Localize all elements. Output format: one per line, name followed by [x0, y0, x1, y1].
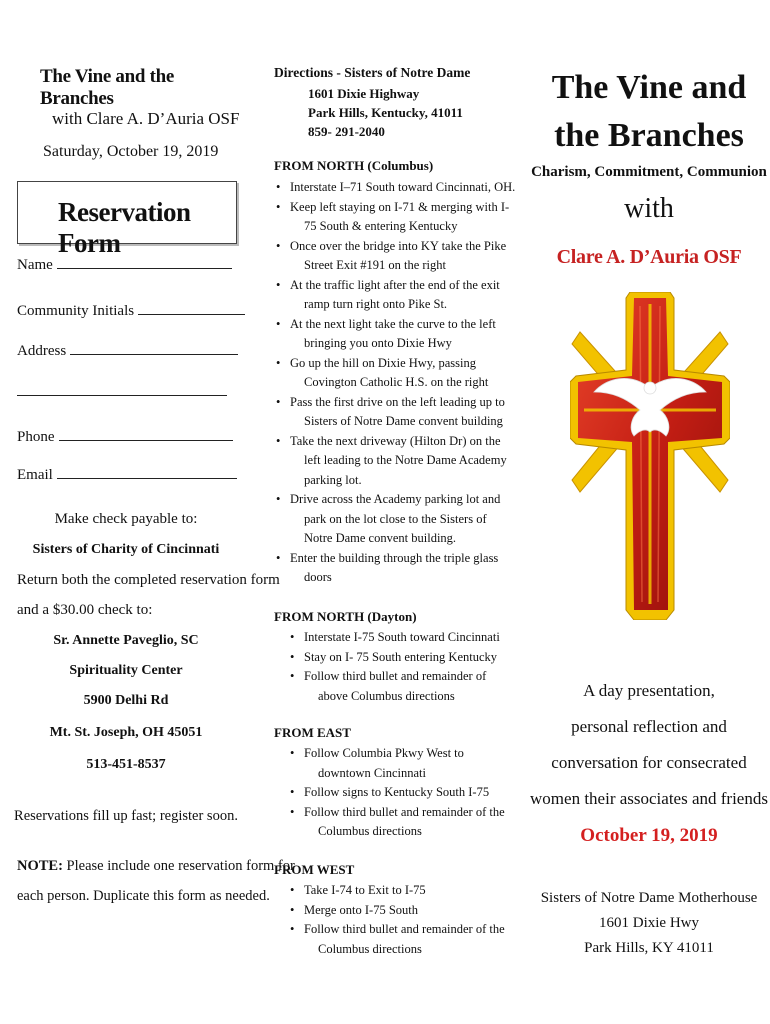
event-description-line: personal reflection and	[571, 717, 727, 736]
direction-step	[290, 881, 516, 901]
direction-step-text: Street Exit #191 on the right	[304, 258, 446, 272]
direction-step-text: Follow Columbia Pkwy West to	[304, 746, 464, 760]
direction-step-text: Once over the bridge into KY take the Pike	[290, 238, 507, 253]
direction-step-text: doors	[304, 570, 332, 584]
reservation-form-header-box	[17, 181, 237, 258]
direction-step	[276, 237, 516, 276]
direction-step-text: Enter the building through the triple glass	[290, 550, 499, 565]
event-description	[528, 673, 770, 817]
payee-name: Sisters of Charity of Cincinnati	[32, 542, 220, 557]
left-date-line: Saturday, October 19, 2019	[43, 143, 219, 160]
section-heading-north-columbus: FROM NORTH (Columbus)	[274, 158, 434, 173]
direction-step-text: Follow signs to Kentucky South I-75	[304, 785, 490, 799]
email-blank-line[interactable]	[57, 466, 237, 479]
directions-address-phone: 859- 291-2040	[308, 124, 385, 139]
note-line-2: each person. Duplicate this form as needed.	[17, 888, 270, 904]
direction-step	[276, 178, 516, 198]
phone-field[interactable]	[17, 428, 233, 446]
address-label: Address	[17, 343, 67, 359]
address-second-blank-line[interactable]	[17, 395, 227, 396]
address-blank-line[interactable]	[70, 342, 238, 355]
check-payable-text: Make check payable to:	[54, 511, 198, 527]
return-instructions-line-1: Return both the completed reservation form	[17, 572, 280, 588]
direction-step-text: Stay on I- 75 South entering Kentucky	[304, 649, 498, 664]
direction-step-text: bringing you onto Dixie Hwy	[304, 336, 452, 350]
direction-step	[290, 648, 516, 668]
section-heading-north-dayton: FROM NORTH (Dayton)	[274, 609, 417, 624]
note-label: NOTE:	[17, 858, 63, 874]
name-blank-line[interactable]	[57, 256, 232, 269]
event-location-line: Park Hills, KY 41011	[584, 940, 714, 956]
direction-step	[276, 393, 516, 432]
direction-step	[276, 315, 516, 354]
event-location	[528, 886, 770, 961]
phone-blank-line[interactable]	[59, 428, 233, 441]
direction-step	[290, 803, 516, 842]
mail-to-line: 5900 Delhi Rd	[83, 693, 169, 708]
direction-step-text: Notre Dame convent building.	[304, 531, 457, 545]
direction-step-text: Drive across the Academy parking lot and	[290, 492, 501, 506]
direction-step-text: Take I-74 to Exit to I-75	[304, 883, 426, 897]
direction-step	[290, 744, 516, 783]
direction-step-text: Sisters of Notre Dame convent building	[304, 414, 503, 428]
direction-step-text: Go up the hill on Dixie Hwy, passing	[290, 355, 476, 370]
direction-step	[290, 901, 516, 921]
mail-to-phone: 513-451-8537	[86, 757, 166, 772]
left-presenter-line: with Clare A. D’Auria OSF	[52, 109, 240, 128]
cover-subtitle: Charism, Commitment, Communion	[531, 164, 767, 180]
cover-title-line-1: The Vine and	[551, 69, 747, 106]
direction-step-text: Follow third bullet and remainder of the	[304, 922, 505, 936]
cover-presenter: Clare A. D’Auria OSF	[556, 246, 742, 268]
phone-label: Phone	[17, 429, 55, 445]
event-location-line: 1601 Dixie Hwy	[599, 915, 699, 931]
community-initials-label: Community Initials	[17, 303, 135, 319]
direction-step	[276, 549, 516, 588]
direction-step-text: Take the next driveway (Hilton Dr) on the	[290, 433, 501, 448]
direction-step	[290, 628, 516, 648]
name-field[interactable]	[17, 256, 232, 274]
direction-step-text: Columbus directions	[318, 824, 422, 838]
reservation-form-title: Reservation Form	[58, 197, 191, 258]
direction-step-text: left leading to the Notre Dame Academy	[304, 453, 507, 467]
directions-panel	[258, 0, 520, 1024]
direction-step	[276, 354, 516, 393]
mail-to-line: Spirituality Center	[69, 663, 183, 678]
register-soon-text: Reservations fill up fast; register soon.	[14, 808, 238, 824]
direction-step-text: Interstate I-75 South toward Cincinnati	[304, 630, 500, 644]
direction-step-text: Interstate I–71 South toward Cincinnati, OH.	[290, 180, 516, 194]
event-description-line: conversation for consecrated	[551, 753, 747, 772]
email-field[interactable]	[17, 466, 237, 484]
direction-step-text: Follow third bullet and remainder of the	[304, 804, 505, 819]
directions-address-city: Park Hills, Kentucky, 41011	[308, 105, 463, 120]
event-description-line: women their associates and friends	[530, 789, 768, 808]
direction-step-text: ramp turn right onto Pike St.	[304, 297, 448, 311]
cross-dove-graphic	[570, 292, 730, 620]
direction-step	[290, 920, 516, 959]
section-heading-west: FROM WEST	[274, 862, 355, 877]
direction-step-text: Covington Catholic H.S. on the right	[304, 375, 489, 389]
event-description-line: A day presentation,	[583, 681, 715, 700]
left-event-title: The Vine and the Branches	[40, 66, 175, 109]
direction-step	[276, 276, 516, 315]
direction-step-text: parking lot.	[304, 472, 362, 487]
direction-step-text: downtown Cincinnati	[318, 765, 426, 780]
directions-list-west	[290, 881, 516, 959]
address-field[interactable]	[17, 342, 238, 360]
cover-title-line-2: the Branches	[554, 117, 744, 154]
direction-step	[276, 432, 516, 491]
direction-step-text: Columbus directions	[318, 941, 422, 956]
direction-step-text: above Columbus directions	[318, 688, 455, 703]
direction-step-text: park on the lot close to the Sisters of	[304, 511, 487, 526]
return-instructions-line-2: and a $30.00 check to:	[17, 602, 153, 618]
cover-with: with	[624, 193, 674, 224]
direction-step-text: Pass the first drive on the left leading up to	[290, 394, 505, 409]
cover-title	[528, 64, 770, 160]
reservation-panel	[0, 0, 295, 1024]
cover-panel	[528, 0, 770, 1024]
direction-step-text: Merge onto I-75 South	[304, 902, 418, 917]
direction-step	[276, 490, 516, 549]
community-initials-blank-line[interactable]	[138, 302, 245, 315]
community-initials-field[interactable]	[17, 302, 245, 320]
direction-step-text: At the next light take the curve to the left	[290, 316, 496, 331]
mail-to-line: Sr. Annette Paveglio, SC	[53, 633, 199, 648]
direction-step	[276, 198, 516, 237]
name-label: Name	[17, 257, 53, 273]
directions-list-north-dayton	[290, 628, 516, 706]
section-heading-east: FROM EAST	[274, 725, 351, 740]
direction-step-text: At the traffic light after the end of the exit	[290, 277, 500, 292]
email-label: Email	[17, 467, 53, 483]
directions-list-north-columbus	[276, 178, 516, 588]
directions-list-east	[290, 744, 516, 842]
mail-to-line: Mt. St. Joseph, OH 45051	[49, 725, 203, 740]
cross-with-dove-icon	[570, 292, 730, 620]
direction-step-text: Keep left staying on I-71 & merging with I-	[290, 199, 510, 214]
direction-step-text: 75 South & entering Kentucky	[304, 219, 458, 233]
event-location-line: Sisters of Notre Dame Motherhouse	[540, 890, 758, 906]
direction-step-text: Follow third bullet and remainder of	[304, 669, 487, 683]
direction-step	[290, 667, 516, 706]
note-line-1: NOTE: Please include one reservation form for	[17, 858, 295, 874]
direction-step	[290, 783, 516, 803]
event-date: October 19, 2019	[580, 825, 718, 846]
directions-title: Directions - Sisters of Notre Dame	[274, 65, 471, 80]
directions-address-street: 1601 Dixie Highway	[308, 86, 420, 101]
